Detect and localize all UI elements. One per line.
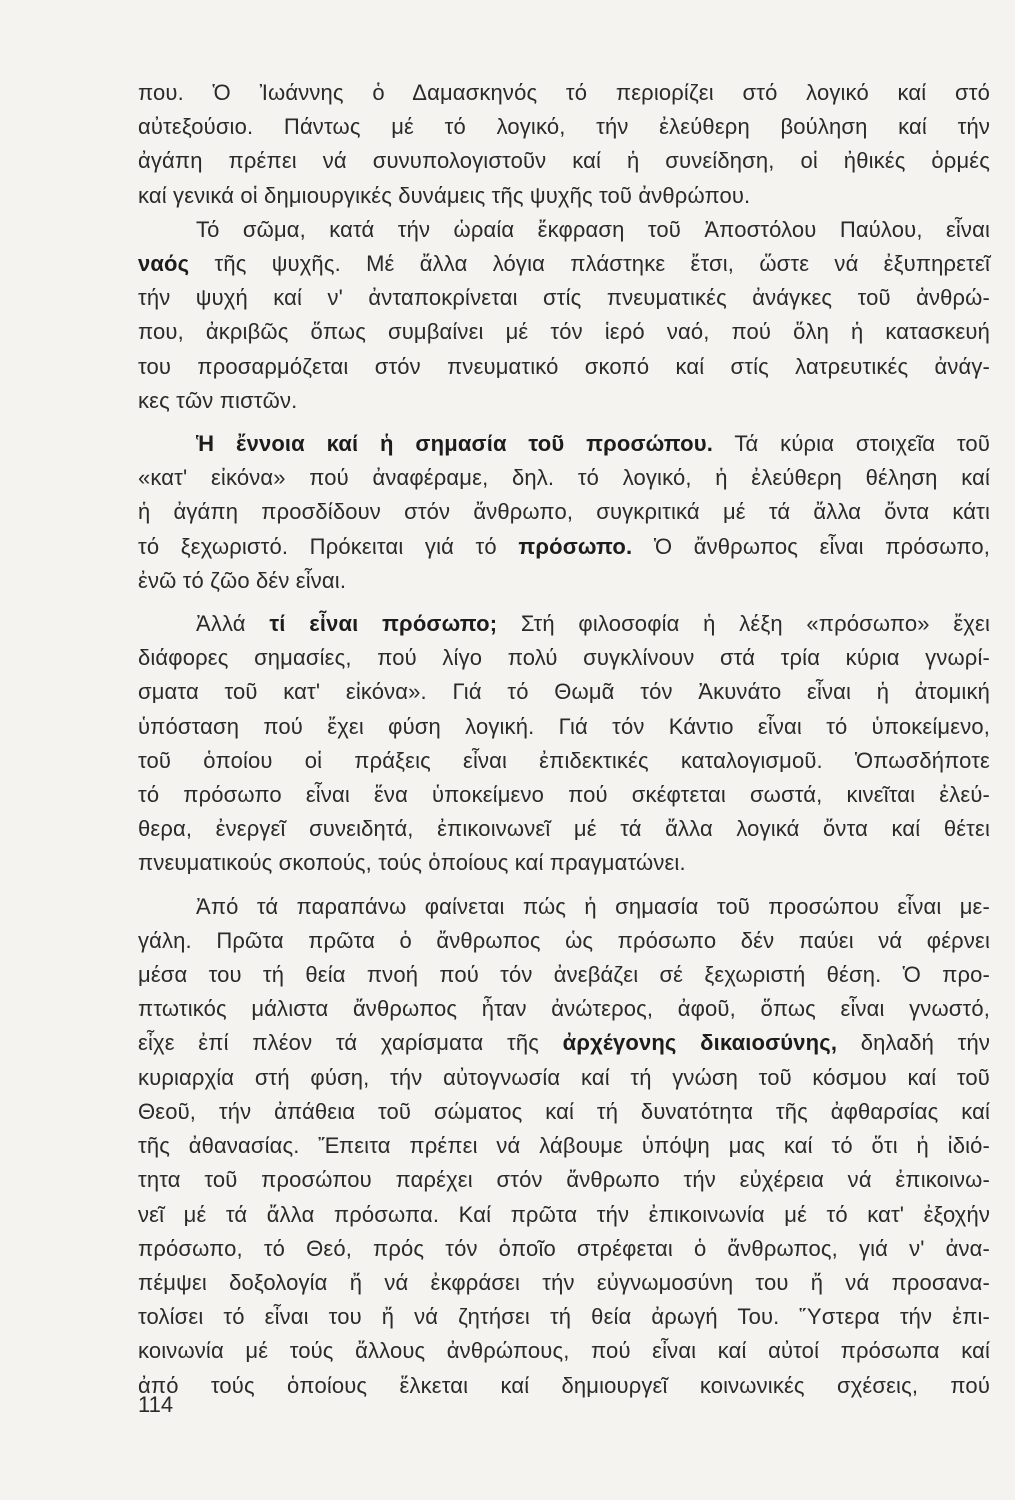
text-line: ἀπό τούς ὁποίους ἕλκεται καί δημιουργεῖ κοινωνικές σχέσεις, πού <box>138 1372 990 1398</box>
text-line: τολίσει τό εἶναι του ἤ νά ζητήσει τή θεία ἀρωγή Του. Ὕστερα τήν ἐπι- <box>138 1304 990 1330</box>
text-line: καί γενικά οἱ δημιουργικές δυνάμεις τῆς ψυχῆς τοῦ ἀνθρώπου. <box>138 182 751 208</box>
text-line: κυριαρχία στή φύση, τήν αὐτογνωσία καί τή γνώση τοῦ κόσμου καί τοῦ <box>138 1064 990 1090</box>
text-line: ἀγάπη πρέπει νά συνυπολογιστοῦν καί ἡ συνείδηση, οἱ ἠθικές ὁρμές <box>138 148 990 174</box>
text-line: εἶχε ἐπί πλέον τά χαρίσματα τῆς ἀρχέγονης δικαιοσύνης, δηλαδή τήν <box>138 1030 990 1056</box>
text-line: Ἀπό τά παραπάνω φαίνεται πώς ἡ σημασία τοῦ προσώπου εἶναι με- <box>196 893 990 919</box>
text-line: πνευματικούς σκοπούς, τούς ὁποίους καί πραγματώνει. <box>138 850 686 876</box>
text-line: ἐνῶ τό ζῶο δέν εἶναι. <box>138 567 347 593</box>
text-line: διάφορες σημασίες, πού λίγο πολύ συγκλίνουν στά τρία κύρια γνωρί- <box>138 645 990 671</box>
text-line: νεῖ μέ τά ἄλλα πρόσωπα. Καί πρῶτα τήν ἐπικοινωνία μέ τό κατ' ἐξοχήν <box>138 1201 990 1227</box>
text-line: κοινωνία μέ τούς ἄλλους ἀνθρώπους, πού εἶναι καί αὐτοί πρόσωπα καί <box>138 1338 990 1364</box>
text-line: γάλη. Πρῶτα πρῶτα ὁ ἄνθρωπος ὡς πρόσωπο δέν παύει νά φέρνει <box>138 927 990 953</box>
text-line: ὑπόσταση πού ἔχει φύση λογική. Γιά τόν Κάντιο εἶναι τό ὑποκείμενο, <box>138 713 990 739</box>
text-line: τό ξεχωριστό. Πρόκειται γιά τό πρόσωπο. Ὁ ἄνθρωπος εἶναι πρόσωπο, <box>138 533 990 559</box>
text-line: ναός τῆς ψυχῆς. Μέ ἄλλα λόγια πλάστηκε ἔτσι, ὥστε νά ἐξυπηρετεῖ <box>138 251 990 277</box>
text-line: αὐτεξούσιο. Πάντως μέ τό λογικό, τήν ἐλεύθερη βούληση καί τήν <box>138 114 990 140</box>
text-line: πέμψει δοξολογία ἤ νά ἐκφράσει τήν εὐγνωμοσύνη του ἤ νά προσανα- <box>138 1269 990 1295</box>
text-line: τῆς ἀθανασίας. Ἔπειτα πρέπει νά λάβουμε ὑπόψη μας καί τό ὅτι ἡ ἰδιό- <box>138 1133 990 1159</box>
bold-term: τί εἶναι πρόσωπο; <box>269 611 498 637</box>
bold-term: πρόσωπο. <box>518 533 633 559</box>
text-line: θερα, ἐνεργεῖ συνειδητά, ἐπικοινωνεῖ μέ τά ἄλλα λογικά ὄντα καί θέτει <box>138 816 990 842</box>
section-heading: Ἡ ἔννοια καί ἡ σημασία τοῦ προσώπου. <box>196 431 713 457</box>
text-line: τοῦ ὁποίου οἱ πράξεις εἶναι ἐπιδεκτικές καταλογισμοῦ. Ὁπωσδήποτε <box>138 747 990 773</box>
text-line: πτωτικός μάλιστα ἄνθρωπος ἦταν ἀνώτερος, ἀφοῦ, ὅπως εἶναι γνωστό, <box>138 996 990 1022</box>
text-line: Θεοῦ, τήν ἀπάθεια τοῦ σώματος καί τή δυνατότητα τῆς ἀφθαρσίας καί <box>138 1098 990 1124</box>
page-number: 114 <box>138 1392 174 1417</box>
body-text <box>138 76 990 1403</box>
text-line: τητα τοῦ προσώπου παρέχει στόν ἄνθρωπο τήν εὐχέρεια νά ἐπικοινω- <box>138 1167 990 1193</box>
text-line: πρόσωπο, τό Θεό, πρός τόν ὁποῖο στρέφεται ὁ ἄνθρωπος, γιά ν' ἀνα- <box>138 1235 990 1261</box>
text-line: μέσα του τή θεία πνοή πού τόν ἀνεβάζει σέ ξεχωριστή θέση. Ὁ προ- <box>138 962 990 988</box>
text-line: τήν ψυχή καί ν' ἀνταποκρίνεται στίς πνευματικές ἀνάγκες τοῦ ἀνθρώ- <box>138 285 990 311</box>
text-line: κες τῶν πιστῶν. <box>138 387 298 413</box>
section-heading-line: Ἡ ἔννοια καί ἡ σημασία τοῦ προσώπου. Τά κύρια στοιχεῖα τοῦ <box>196 431 990 457</box>
text-line: που, ἀκριβῶς ὅπως συμβαίνει μέ τόν ἱερό ναό, πού ὅλη ἡ κατασκευή <box>138 319 990 345</box>
text-line: «κατ' εἰκόνα» πού ἀναφέραμε, δηλ. τό λογικό, ἡ ἐλεύθερη θέληση καί <box>138 465 990 491</box>
bold-term: ναός <box>138 251 190 277</box>
text-line: Ἀλλά τί εἶναι πρόσωπο; Στή φιλοσοφία ἡ λέξη «πρόσωπο» ἔχει <box>196 611 990 637</box>
text-line: Τό σῶμα, κατά τήν ὡραία ἔκφραση τοῦ Ἀποστόλου Παύλου, εἶναι <box>196 216 990 242</box>
text-line: σματα τοῦ κατ' εἰκόνα». Γιά τό Θωμᾶ τόν Ἀκυνάτο εἶναι ἡ ἀτομική <box>138 679 990 705</box>
text-line: ἡ ἀγάπη προσδίδουν στόν ἄνθρωπο, συγκριτικά μέ τά ἄλλα ὄντα κάτι <box>138 499 990 525</box>
text-line: που. Ὁ Ἰωάννης ὁ Δαμασκηνός τό περιορίζει στό λογικό καί στό <box>138 80 990 105</box>
bold-term: ἀρχέγονης δικαιοσύνης, <box>562 1030 838 1056</box>
text-line: του προσαρμόζεται στόν πνευματικό σκοπό καί στίς λατρευτικές ἀνάγ- <box>138 353 990 379</box>
text-line: τό πρόσωπο εἶναι ἕνα ὑποκείμενο πού σκέφτεται σωστά, κινεῖται ἐλεύ- <box>138 782 990 808</box>
